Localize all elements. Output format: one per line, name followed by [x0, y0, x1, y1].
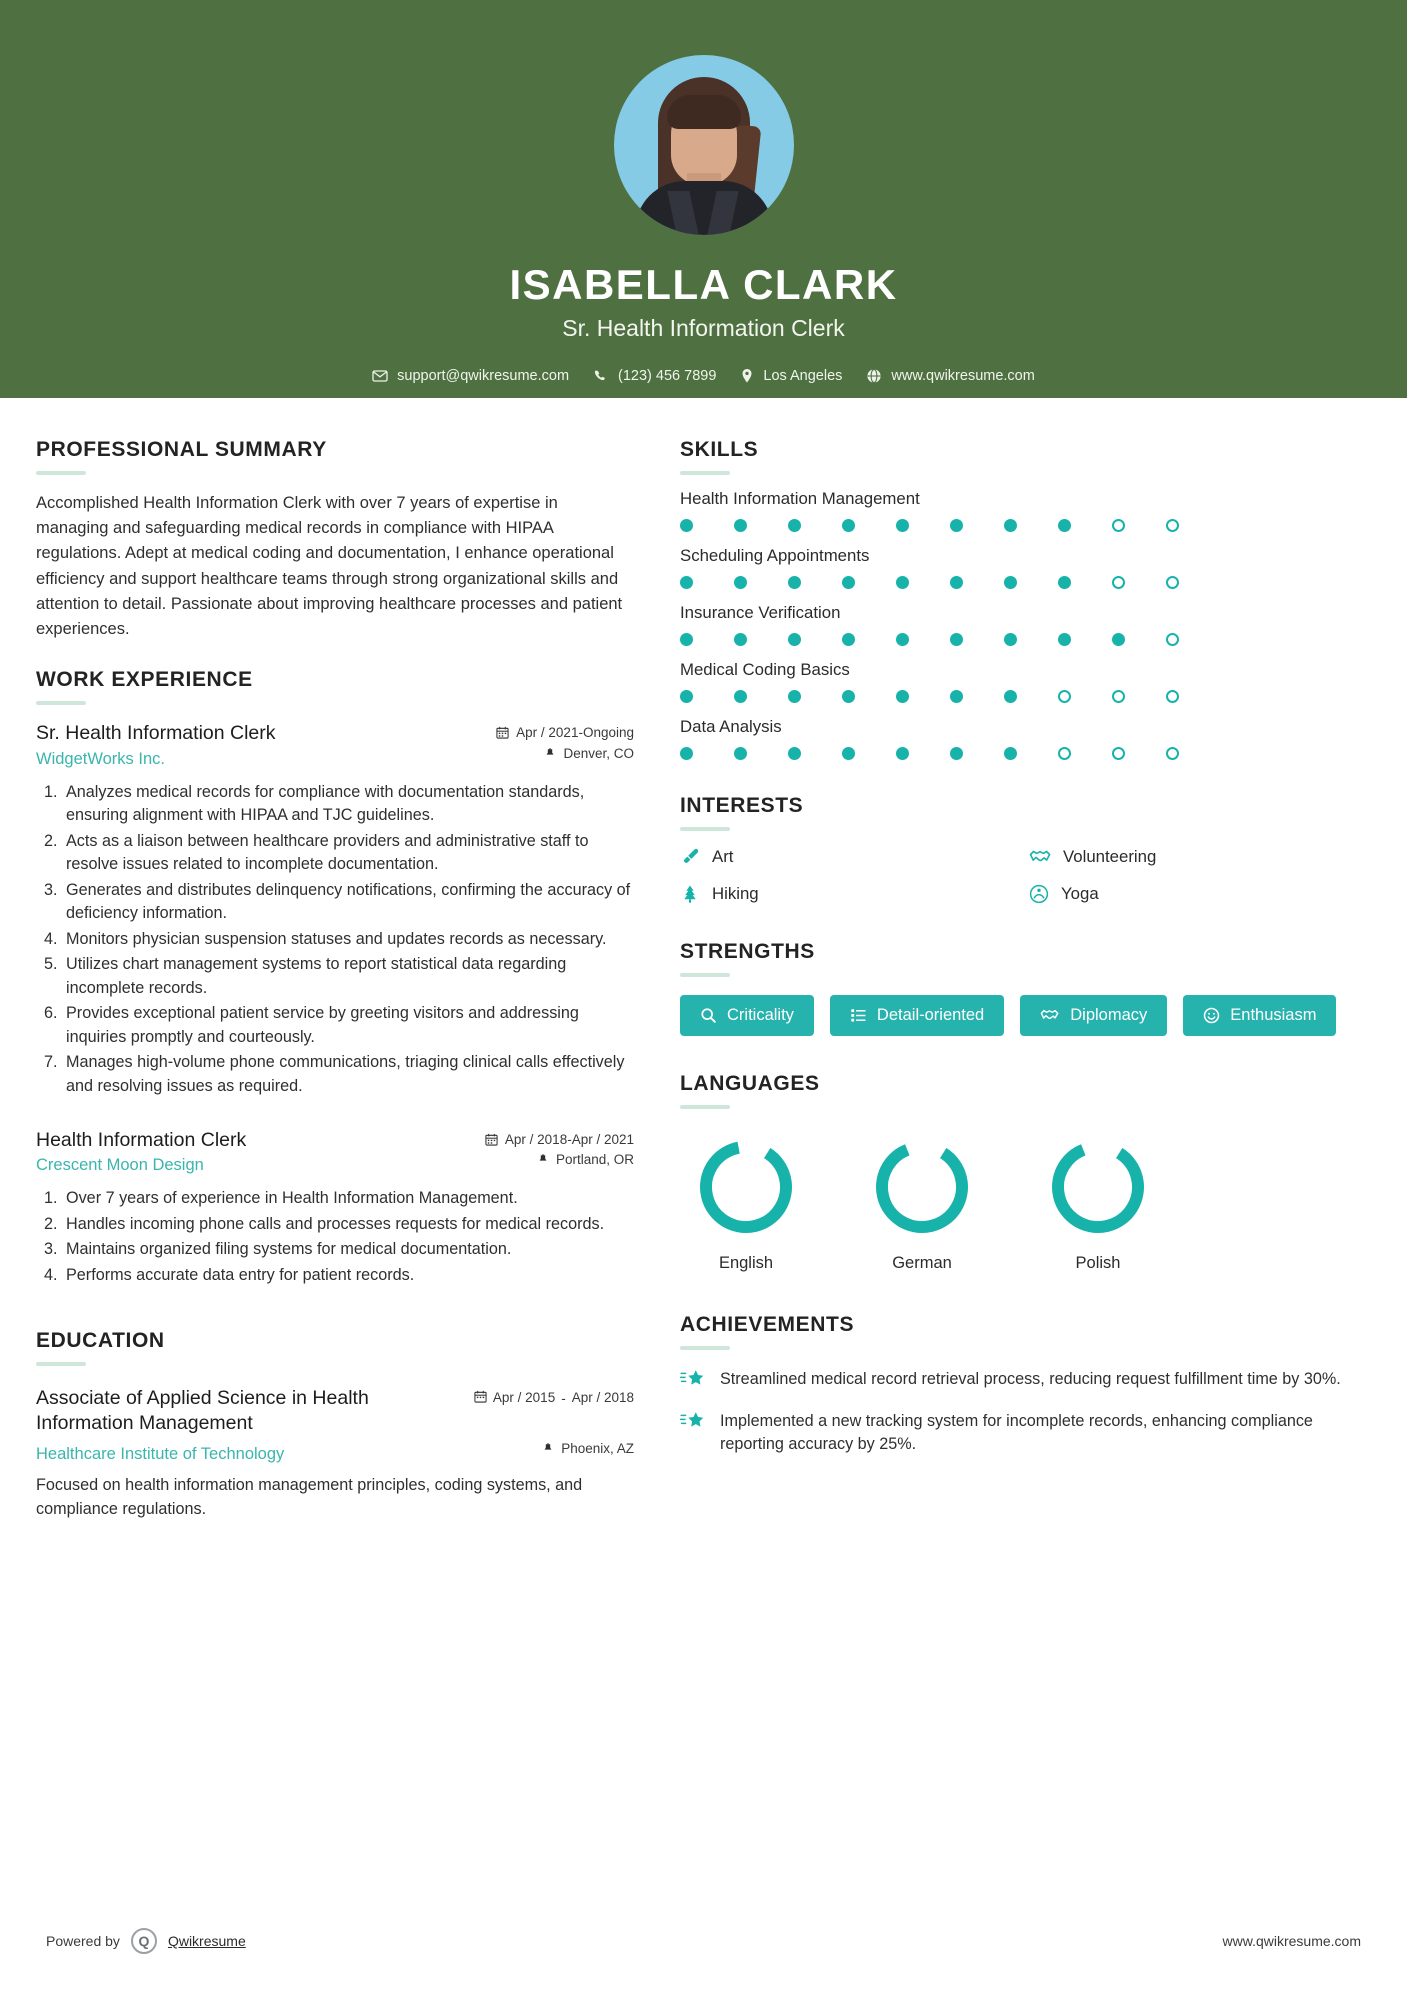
work-entry-title: Sr. Health Information Clerk	[36, 722, 276, 745]
education-date-end: Apr / 2018	[571, 1390, 634, 1406]
interest-item	[1029, 884, 1368, 904]
achievement-text: Streamlined medical record retrieval process, reducing request fulfillment time by 30%.	[720, 1370, 1341, 1388]
skill-rating	[680, 690, 1368, 703]
achievements-heading: ACHIEVEMENTS	[680, 1313, 855, 1336]
rating-dot-filled	[680, 690, 693, 703]
rating-dot-empty	[1166, 633, 1179, 646]
rating-dot-filled	[896, 747, 909, 760]
calendar-icon	[474, 1390, 487, 1403]
education-description: Focused on health information management principles, coding systems, and compliance regulations.	[36, 1476, 583, 1518]
email-icon	[372, 368, 388, 384]
left-column	[36, 438, 634, 1547]
interests-heading: INTERESTS	[680, 794, 804, 817]
rating-dot-filled	[1004, 519, 1017, 532]
rating-dot-empty	[1166, 519, 1179, 532]
language-progress-ring	[1046, 1135, 1150, 1239]
rating-dot-filled	[950, 747, 963, 760]
skills-section	[680, 438, 1368, 760]
rating-dot-filled	[680, 576, 693, 589]
globe-icon	[866, 368, 882, 384]
rating-dot-filled	[788, 747, 801, 760]
footer-website[interactable]: www.qwikresume.com	[1222, 1933, 1361, 1949]
rating-dot-filled	[680, 519, 693, 532]
rating-dot-filled	[1112, 633, 1125, 646]
achievements-section	[680, 1313, 1368, 1457]
qwikresume-brand[interactable]: Qwikresume	[167, 1933, 246, 1949]
rating-dot-filled	[734, 633, 747, 646]
list-item: 4. Performs accurate data entry for patient records.	[62, 1264, 634, 1287]
strengths-list	[680, 995, 1368, 1036]
work-entry	[36, 721, 634, 1098]
skill-rating	[680, 519, 1368, 532]
section-rule	[36, 1362, 86, 1366]
star-icon	[680, 1368, 706, 1392]
rating-dot-filled	[896, 576, 909, 589]
candidate-name: ISABELLA CLARK	[509, 261, 898, 308]
strength-label: Diplomacy	[1070, 1006, 1148, 1024]
rating-dot-empty	[1166, 690, 1179, 703]
interest-item	[680, 884, 1019, 904]
resume-header	[0, 0, 1407, 398]
rating-dot-filled	[1004, 576, 1017, 589]
calendar-icon	[485, 1133, 498, 1146]
rating-dot-empty	[1112, 690, 1125, 703]
education-dates-row	[474, 1390, 634, 1407]
location-icon	[740, 368, 754, 384]
contact-phone-value: (123) 456 7899	[618, 368, 717, 385]
language-item	[686, 1135, 806, 1273]
professional-summary-section	[36, 438, 634, 642]
strengths-section	[680, 940, 1368, 1036]
rating-dot-filled	[788, 633, 801, 646]
rating-dot-filled	[680, 747, 693, 760]
work-entry-dates: Apr / 2018-Apr / 2021	[504, 1132, 634, 1148]
language-item	[1038, 1135, 1158, 1273]
achievement-item	[680, 1410, 1368, 1457]
rating-dot-filled	[1004, 633, 1017, 646]
rating-dot-filled	[896, 633, 909, 646]
interest-label: Hiking	[712, 884, 759, 903]
section-rule	[680, 827, 730, 831]
skill-rating	[680, 633, 1368, 646]
rating-dot-empty	[1166, 576, 1179, 589]
skill-rating	[680, 747, 1368, 760]
skills-list	[680, 489, 1368, 760]
section-rule	[680, 471, 730, 475]
rating-dot-filled	[1058, 576, 1071, 589]
strength-chip-criticality	[680, 995, 814, 1036]
contact-location	[740, 368, 842, 384]
rating-dot-filled	[734, 519, 747, 532]
rating-dot-filled	[680, 633, 693, 646]
rating-dot-filled	[788, 576, 801, 589]
strength-label: Criticality	[727, 1006, 794, 1024]
education-entry	[36, 1386, 634, 1521]
language-item	[862, 1135, 982, 1273]
education-date-start: Apr / 2015	[492, 1390, 556, 1406]
rating-dot-empty	[1166, 747, 1179, 760]
language-label: Polish	[1075, 1254, 1121, 1272]
skill-item	[680, 660, 1368, 703]
powered-by-label: Powered by	[46, 1933, 120, 1949]
section-rule	[680, 1346, 730, 1350]
rating-dot-filled	[788, 519, 801, 532]
list-item: 3. Generates and distributes delinquency notifications, confirming the accuracy of deficiency information.	[62, 879, 634, 926]
skill-item	[680, 546, 1368, 589]
professional-summary-heading: PROFESSIONAL SUMMARY	[36, 438, 327, 461]
interest-label: Volunteering	[1063, 847, 1157, 866]
list-item: 3. Maintains organized filing systems for medical documentation.	[62, 1238, 634, 1261]
list-item: 6. Provides exceptional patient service by greeting visitors and addressing inquiries promptly and courteously.	[62, 1002, 634, 1049]
rating-dot-filled	[842, 576, 855, 589]
rating-dot-filled	[734, 747, 747, 760]
languages-list	[680, 1135, 1368, 1273]
rating-dot-empty	[1058, 690, 1071, 703]
work-entry-location-row	[537, 1152, 634, 1167]
contact-phone[interactable]	[593, 368, 716, 384]
powered-by-block	[46, 1928, 246, 1954]
language-label: German	[892, 1254, 952, 1272]
skill-rating	[680, 576, 1368, 589]
strength-chip-enthusiasm	[1183, 995, 1336, 1036]
rating-dot-filled	[896, 690, 909, 703]
work-entry-bullets	[62, 1187, 634, 1287]
education-location-row	[542, 1441, 634, 1456]
rating-dot-filled	[1004, 747, 1017, 760]
work-entry-dates-row	[496, 725, 634, 740]
right-column	[668, 438, 1368, 1547]
pin-icon	[544, 747, 556, 760]
languages-section	[680, 1072, 1368, 1273]
avatar	[614, 55, 794, 235]
interest-item	[1029, 847, 1368, 867]
work-entry-title: Health Information Clerk	[36, 1129, 247, 1152]
rating-dot-filled	[950, 690, 963, 703]
list-item: 2. Handles incoming phone calls and processes requests for medical records.	[62, 1213, 634, 1236]
work-entry-location: Portland, OR	[555, 1152, 634, 1168]
tree-icon	[680, 884, 700, 904]
rating-dot-filled	[842, 519, 855, 532]
rating-dot-filled	[842, 747, 855, 760]
list-item: 7. Manages high-volume phone communications, triaging clinical calls effectively and resolving issues as required.	[62, 1051, 634, 1098]
smiley-icon	[1203, 1007, 1220, 1024]
skill-item	[680, 717, 1368, 760]
work-experience-section	[36, 668, 634, 1287]
interest-item	[680, 847, 1019, 867]
handshake-icon	[1040, 1007, 1060, 1024]
skill-item	[680, 603, 1368, 646]
rating-dot-empty	[1112, 519, 1125, 532]
language-progress-ring	[870, 1135, 974, 1239]
section-rule	[36, 701, 86, 705]
education-date-separator: -	[561, 1391, 566, 1407]
education-location: Phoenix, AZ	[561, 1441, 634, 1457]
rating-dot-filled	[842, 633, 855, 646]
interests-grid	[680, 847, 1368, 904]
pin-icon	[537, 1153, 549, 1166]
resume-body	[0, 398, 1407, 1547]
skill-label: Data Analysis	[680, 717, 782, 736]
section-rule	[36, 471, 86, 475]
work-entry-dates-row	[485, 1132, 634, 1147]
list-item: 2. Acts as a liaison between healthcare providers and administrative staff to resolve issues related to incomplete documentation.	[62, 830, 634, 877]
work-entry-company: Crescent Moon Design	[36, 1156, 204, 1175]
section-rule	[680, 1105, 730, 1109]
work-entry	[36, 1128, 634, 1287]
list-item: 1. Over 7 years of experience in Health Information Management.	[62, 1187, 634, 1210]
strength-chip-detail-oriented	[830, 995, 1004, 1036]
rating-dot-filled	[734, 690, 747, 703]
rating-dot-empty	[1058, 747, 1071, 760]
rating-dot-filled	[788, 690, 801, 703]
education-heading: EDUCATION	[36, 1329, 165, 1353]
skill-label: Health Information Management	[680, 489, 920, 508]
handshake-icon	[1029, 847, 1051, 867]
contact-location-value: Los Angeles	[763, 368, 843, 385]
strengths-heading: STRENGTHS	[680, 940, 815, 963]
rating-dot-filled	[950, 576, 963, 589]
education-section	[36, 1329, 634, 1521]
skill-label: Medical Coding Basics	[680, 660, 850, 679]
education-school: Healthcare Institute of Technology	[36, 1445, 285, 1464]
candidate-job-title: Sr. Health Information Clerk	[562, 315, 845, 342]
skill-label: Insurance Verification	[680, 603, 841, 622]
language-label: English	[718, 1254, 774, 1272]
rating-dot-empty	[1112, 576, 1125, 589]
list-item: 5. Utilizes chart management systems to report statistical data regarding incomplete records.	[62, 953, 634, 1000]
work-entry-location: Denver, CO	[563, 745, 634, 761]
skill-item	[680, 489, 1368, 532]
skill-label: Scheduling Appointments	[680, 546, 870, 565]
contact-bar	[372, 368, 1035, 384]
rating-dot-filled	[734, 576, 747, 589]
list-item: 1. Analyzes medical records for compliance with documentation standards, ensuring alignment with HIPAA and TJC guidelines.	[62, 781, 634, 828]
languages-heading: LANGUAGES	[680, 1072, 820, 1095]
yoga-icon	[1029, 884, 1049, 904]
rating-dot-filled	[1004, 690, 1017, 703]
phone-icon	[593, 368, 609, 384]
contact-email[interactable]	[372, 368, 569, 384]
rating-dot-filled	[950, 519, 963, 532]
strength-label: Detail-oriented	[876, 1006, 985, 1024]
strength-chip-diplomacy	[1020, 995, 1167, 1036]
calendar-icon	[496, 726, 509, 739]
star-icon	[680, 1410, 706, 1434]
contact-email-value: support@qwikresume.com	[397, 368, 570, 385]
interests-section	[680, 794, 1368, 904]
rating-dot-empty	[1112, 747, 1125, 760]
paintbrush-icon	[680, 847, 700, 867]
achievement-text: Implemented a new tracking system for incomplete records, enhancing compliance reporting accuracy by 25%.	[720, 1412, 1313, 1454]
rating-dot-filled	[950, 633, 963, 646]
contact-website-value: www.qwikresume.com	[891, 368, 1035, 385]
section-rule	[680, 973, 730, 977]
education-degree: Associate of Applied Science in Health Information Management	[36, 1387, 369, 1434]
strength-label: Enthusiasm	[1230, 1006, 1317, 1024]
search-icon	[700, 1007, 717, 1024]
interest-label: Art	[712, 847, 734, 866]
interest-label: Yoga	[1061, 884, 1099, 903]
achievement-item	[680, 1368, 1368, 1392]
qwikresume-logo-icon: Q	[131, 1928, 157, 1954]
work-entry-company: WidgetWorks Inc.	[36, 749, 165, 768]
pin-icon	[542, 1442, 554, 1455]
rating-dot-filled	[1058, 633, 1071, 646]
work-entry-bullets	[62, 781, 634, 1098]
rating-dot-filled	[896, 519, 909, 532]
list-item: 4. Monitors physician suspension statuses and updates records as necessary.	[62, 928, 634, 951]
list-icon	[850, 1007, 867, 1024]
rating-dot-filled	[1058, 519, 1071, 532]
contact-website[interactable]	[866, 368, 1034, 384]
rating-dot-filled	[842, 690, 855, 703]
resume-footer	[0, 1928, 1407, 1954]
language-progress-ring	[694, 1135, 798, 1239]
work-entry-dates: Apr / 2021-Ongoing	[516, 725, 634, 741]
professional-summary-text: Accomplished Health Information Clerk with over 7 years of expertise in managing and safeguarding medical records in compliance with HIPAA regulations. Adept at medical coding and documentation, I enhance operational efficiency and support healthcare teams through strong organizational skills and attention to detail. Passionate about improving healthcare processes and patient experiences.	[36, 494, 623, 639]
work-entry-location-row	[544, 746, 634, 761]
work-experience-heading: WORK EXPERIENCE	[36, 668, 253, 692]
skills-heading: SKILLS	[680, 438, 759, 461]
